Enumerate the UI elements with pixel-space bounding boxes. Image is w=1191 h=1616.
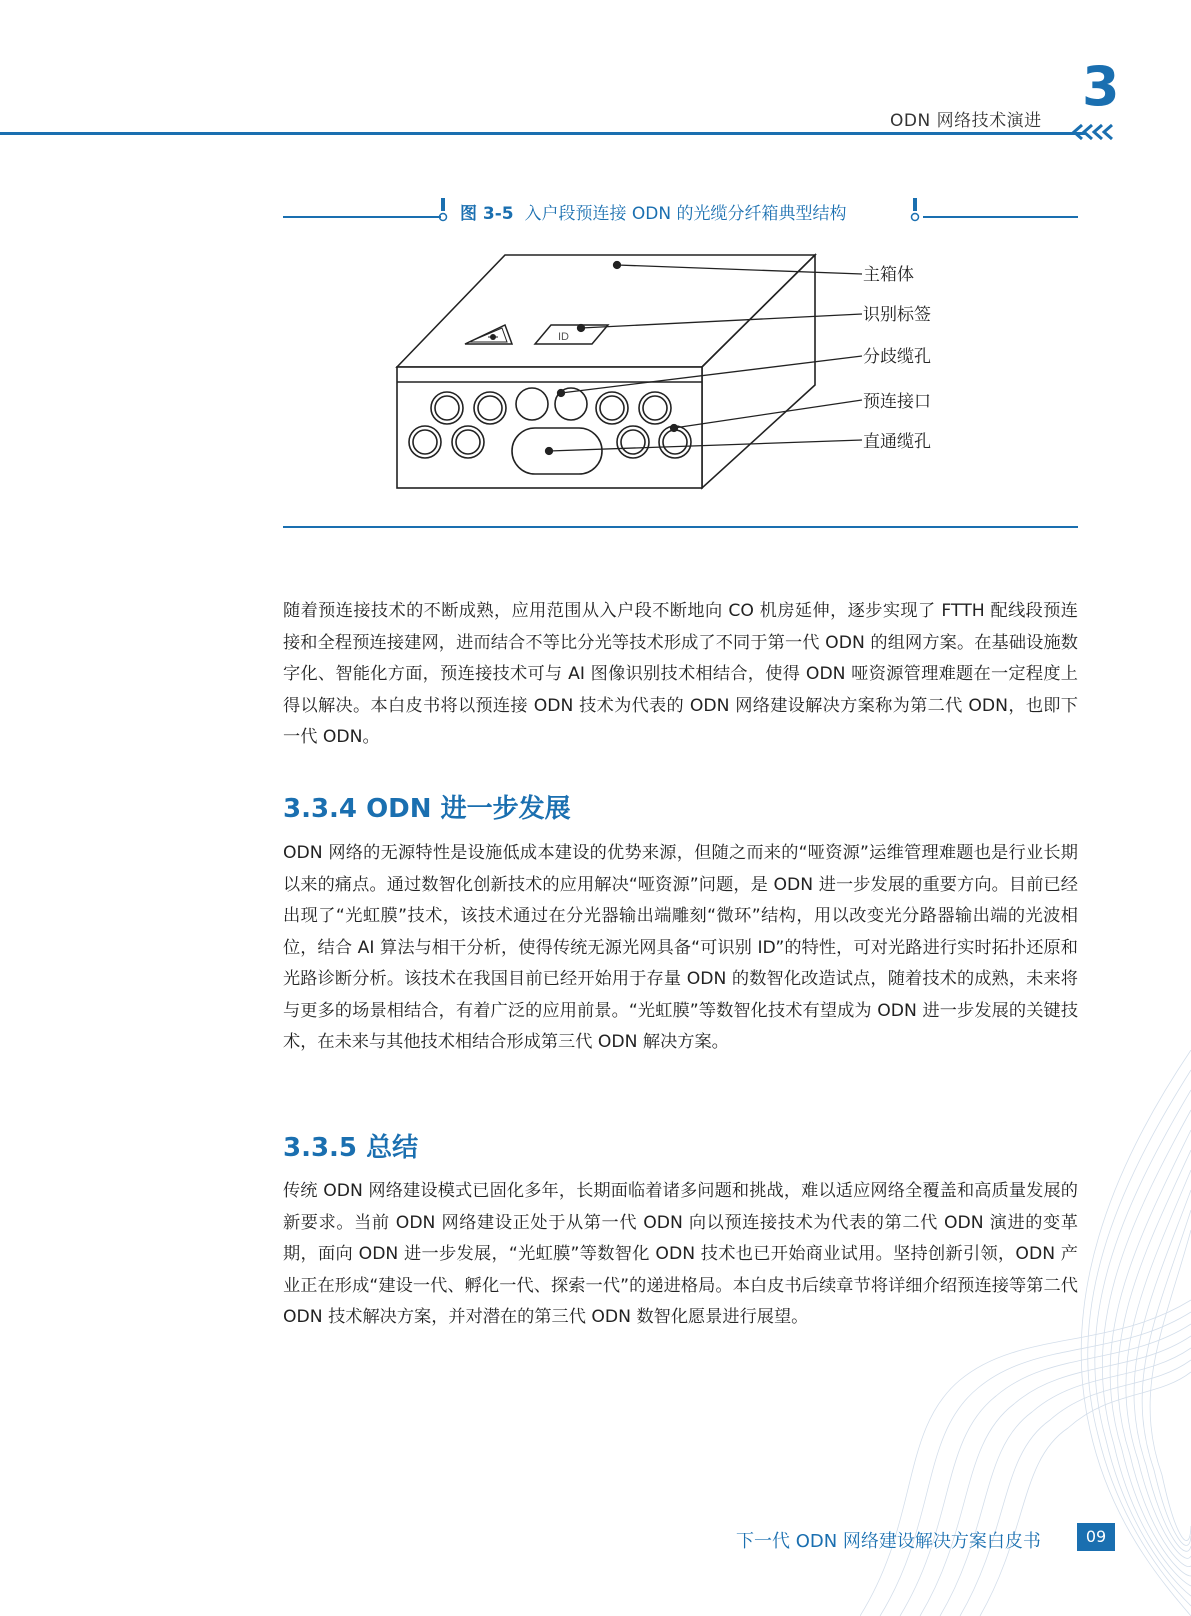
figure-caption xyxy=(460,199,846,224)
label-preconnect-port: 预连接口 xyxy=(863,392,931,412)
figure-bottom-rule xyxy=(283,526,1078,528)
fiber-box-diagram xyxy=(395,245,975,495)
chapter-number: 3 xyxy=(1082,55,1120,118)
page-number: 09 xyxy=(1077,1523,1115,1551)
figure-title: 入户段预连接 ODN 的光缆分纤箱典型结构 xyxy=(524,204,847,224)
label-branch-hole: 分歧缆孔 xyxy=(863,347,931,367)
label-through-hole: 直通缆孔 xyxy=(863,432,931,452)
heading-3-3-4: 3.3.4 ODN 进一步发展 xyxy=(283,794,571,824)
paragraph-2: ODN 网络的无源特性是设施低成本建设的优势来源，但随之而来的“哑资源”运维管理难题也是行业长期以来的痛点。通过数智化创新技术的应用解决“哑资源”问题，是 ODN 进一步发展的重要方向。目前已经出现了“光虹膜”技术，该技术通过在分光器输出端雕刻“微环”结构，用以改变光分路器输出端的光波相位，结合 AI 算法与相干分析，使得传统无源光网具备“可识别 ID”的特性，可对光路进行实时拓扑还原和光路诊断分析。该技术在我国目前已经开始用于存量 ODN 的数智化改造试点，随着技术的成熟，未来将与更多的场景相结合，有着广泛的应用前景。“光虹膜”等数智化技术有望成为 ODN 进一步发展的关键技术，在未来与其他技术相结合形成第三代 ODN 解决方案。 xyxy=(283,843,1079,1052)
header-rule xyxy=(0,132,1085,135)
paragraph-3: 传统 ODN 网络建设模式已固化多年，长期面临着诸多问题和挑战，难以适应网络全覆盖和高质量发展的新要求。当前 ODN 网络建设正处于从第一代 ODN 向以预连接技术为代表的第二代 ODN 演进的变革期，面向 ODN 进一步发展，“光虹膜”等数智化 ODN 技术也已开始商业试用。坚持创新引领，ODN 产业正在形成“建设一代、孵化一代、探索一代”的递进格局。本白皮书后续章节将详细介绍预连接等第二代 ODN 技术解决方案，并对潜在的第三代 ODN 数智化愿景进行展望。 xyxy=(283,1181,1078,1327)
footer-title: 下一代 ODN 网络建设解决方案白皮书 xyxy=(736,1531,1041,1552)
caption-rule-right xyxy=(923,216,1078,218)
heading-3-3-5: 3.3.5 总结 xyxy=(283,1133,419,1163)
label-id-tag: 识别标签 xyxy=(863,305,931,325)
label-main-box: 主箱体 xyxy=(863,265,914,285)
caption-rule-left xyxy=(283,216,441,218)
figure-number: 图 3-5 xyxy=(460,204,514,224)
header-title: ODN 网络技术演进 xyxy=(890,111,1042,131)
paragraph-1: 随着预连接技术的不断成熟，应用范围从入户段不断地向 CO 机房延伸，逐步实现了 FTTH 配线段预连接和全程预连接建网，进而结合不等比分光等技术形成了不同于第一代 ODN 的组网方案。在基础设施数字化、智能化方面，预连接技术可与 AI 图像识别技术相结合，使得 ODN 哑资源管理难题在一定程度上得以解决。本白皮书将以预连接 ODN 技术为代表的 ODN 网络建设解决方案称为第二代 ODN，也即下一代 ODN。 xyxy=(283,601,1078,747)
pin-icon-left xyxy=(436,198,450,222)
chevrons-icon xyxy=(1070,122,1122,142)
pin-icon-right xyxy=(908,198,922,222)
id-text: ID xyxy=(558,331,569,343)
